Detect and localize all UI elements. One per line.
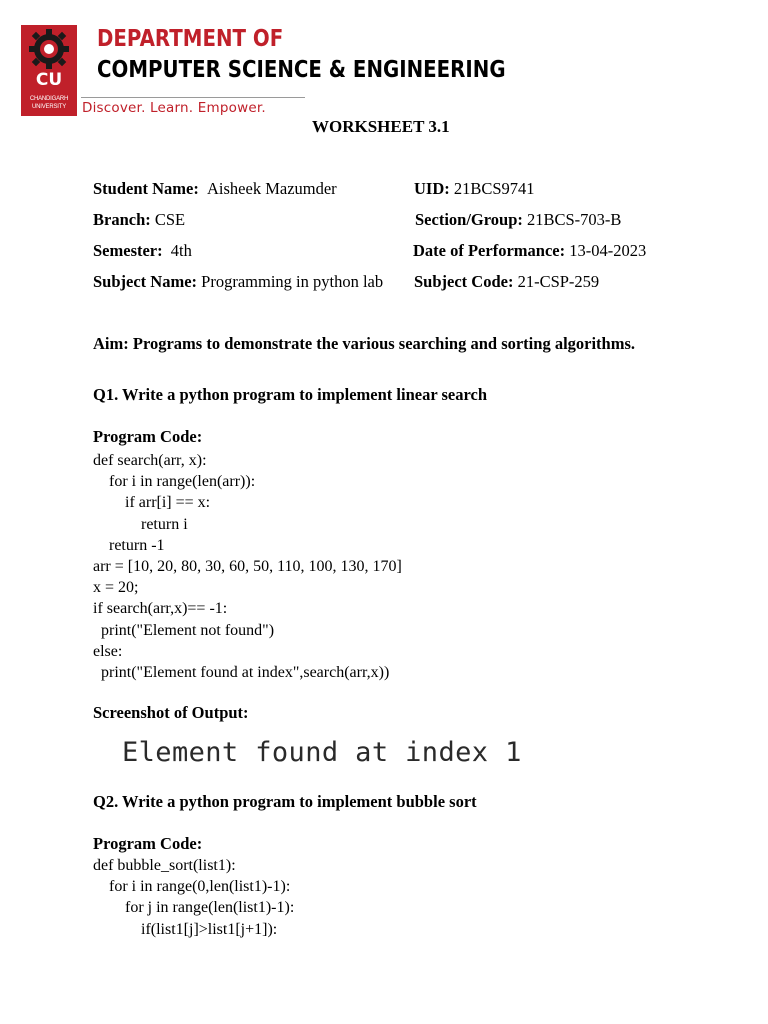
- logo-subtext-1: CHANDIGARH: [29, 96, 69, 102]
- output-screenshot: Element found at index 1: [122, 737, 522, 768]
- semester-label: Semester:: [93, 241, 163, 260]
- q1-code-block: [93, 450, 402, 683]
- subject-name-field: [93, 272, 383, 292]
- section-value: 21BCS-703-B: [527, 210, 622, 229]
- q2-question: Q2. Write a python program to implement bubble sort: [93, 792, 477, 811]
- code-line: print("Element found at index",search(arr,x)): [93, 663, 390, 681]
- date-label: Date of Performance:: [413, 241, 566, 260]
- branch-field: [93, 210, 185, 230]
- uid-field: [414, 179, 535, 199]
- code-line: else:: [93, 642, 123, 660]
- section-field: [415, 210, 621, 230]
- q2-code-heading: Program Code:: [93, 834, 203, 853]
- logo-text: CU: [35, 70, 63, 90]
- code-line: if arr[i] == x:: [93, 494, 211, 512]
- uid-value: 21BCS9741: [453, 179, 535, 198]
- code-line: for j in range(len(list1)-1):: [93, 899, 295, 917]
- q2-code-block: [93, 855, 294, 940]
- subject-name-label: Subject Name:: [93, 272, 198, 291]
- university-logo: [21, 25, 77, 116]
- section-label: Section/Group:: [415, 210, 523, 229]
- tagline-divider: [81, 97, 305, 98]
- code-line: print("Element not found"): [93, 621, 275, 639]
- code-line: x = 20;: [93, 579, 139, 597]
- q1-question: Q1. Write a python program to implement linear search: [93, 385, 487, 404]
- department-title-line1: DEPARTMENT OF: [97, 26, 284, 52]
- code-line: return -1: [93, 536, 165, 554]
- subject-code-field: [414, 272, 599, 292]
- code-line: return i: [93, 515, 188, 533]
- subject-name-value: Programming in python lab: [201, 272, 384, 291]
- code-line: if search(arr,x)== -1:: [93, 600, 228, 618]
- aim-statement: Aim: Programs to demonstrate the various searching and sorting algorithms.: [93, 334, 636, 353]
- date-field: [413, 241, 646, 261]
- subject-code-value: 21-CSP-259: [517, 272, 600, 291]
- code-line: def bubble_sort(list1):: [93, 857, 236, 874]
- semester-value: 4th: [170, 241, 192, 260]
- code-line: def search(arr, x):: [93, 452, 207, 469]
- semester-field: [93, 241, 192, 261]
- q1-code-heading: Program Code:: [93, 427, 203, 446]
- code-line: if(list1[j]>list1[j+1]):: [93, 920, 278, 938]
- code-line: for i in range(0,len(list1)-1):: [93, 878, 291, 896]
- student-name-field: [93, 179, 337, 199]
- department-title-line2: COMPUTER SCIENCE & ENGINEERING: [97, 57, 506, 83]
- q1-output-heading: Screenshot of Output:: [93, 703, 249, 722]
- uid-label: UID:: [414, 179, 450, 198]
- student-name-value: Aisheek Mazumder: [207, 179, 337, 198]
- code-line: for i in range(len(arr)):: [93, 473, 256, 491]
- student-name-label: Student Name:: [93, 179, 199, 198]
- tagline: Discover. Learn. Empower.: [82, 100, 266, 116]
- logo-subtext-2: UNIVERSITY: [31, 104, 66, 110]
- code-line: arr = [10, 20, 80, 30, 60, 50, 110, 100, 130, 170]: [93, 557, 402, 575]
- date-value: 13-04-2023: [569, 241, 647, 260]
- branch-label: Branch:: [93, 210, 151, 229]
- branch-value: CSE: [154, 210, 186, 229]
- subject-code-label: Subject Code:: [414, 272, 514, 291]
- worksheet-title: WORKSHEET 3.1: [312, 117, 450, 136]
